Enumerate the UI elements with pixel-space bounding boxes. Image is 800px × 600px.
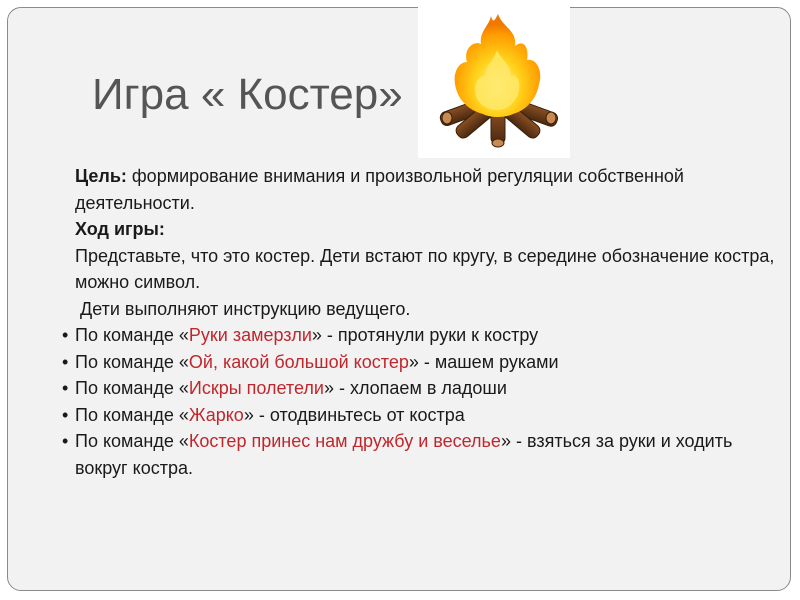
content-body bbox=[60, 163, 780, 481]
goal-paragraph bbox=[60, 163, 780, 216]
command-item bbox=[60, 402, 780, 429]
intro-paragraph-1: Представьте, что это костер. Дети встают по кругу, в середине обозначение костра, можно символ. bbox=[75, 245, 775, 292]
command-keyword: Костер принес нам дружбу и веселье bbox=[188, 431, 501, 451]
command-list bbox=[60, 322, 780, 481]
bullet: • bbox=[62, 351, 69, 372]
command-item bbox=[60, 428, 780, 481]
bullet: • bbox=[62, 378, 69, 398]
command-prefix: По команде « bbox=[75, 431, 189, 451]
command-suffix: » - машем руками bbox=[408, 351, 559, 372]
bullet: • bbox=[62, 431, 69, 451]
intro-paragraph-2: Дети выполняют инструкцию ведущего. bbox=[80, 298, 411, 319]
command-suffix: » - взяться за руки и ходить вокруг костра. bbox=[75, 431, 733, 478]
command-suffix: » - отодвиньтесь от костра bbox=[243, 404, 465, 425]
command-item bbox=[60, 322, 780, 349]
bullet: • bbox=[62, 325, 69, 345]
goal-text: формирование внимания и произвольной регуляции собственной деятельности. bbox=[75, 166, 684, 213]
command-keyword: Жарко bbox=[188, 404, 244, 425]
campfire-icon bbox=[433, 10, 563, 150]
goal-label: Цель: bbox=[75, 166, 127, 186]
command-keyword: Ой, какой большой костер bbox=[188, 351, 409, 372]
command-prefix: По команде « bbox=[75, 351, 189, 372]
command-suffix: » - хлопаем в ладоши bbox=[323, 378, 507, 398]
slide-title: Игра « Костер» bbox=[92, 70, 403, 119]
command-item bbox=[60, 375, 780, 402]
bullet: • bbox=[62, 404, 69, 425]
command-item bbox=[60, 349, 780, 376]
command-keyword: Руки замерзли bbox=[188, 325, 312, 345]
command-prefix: По команде « bbox=[75, 325, 189, 345]
slide bbox=[7, 7, 791, 591]
command-prefix: По команде « bbox=[75, 404, 189, 425]
command-prefix: По команде « bbox=[75, 378, 189, 398]
command-keyword: Искры полетели bbox=[188, 378, 324, 398]
progress-label: Ход игры: bbox=[75, 219, 165, 239]
command-suffix: » - протянули руки к костру bbox=[311, 325, 539, 345]
